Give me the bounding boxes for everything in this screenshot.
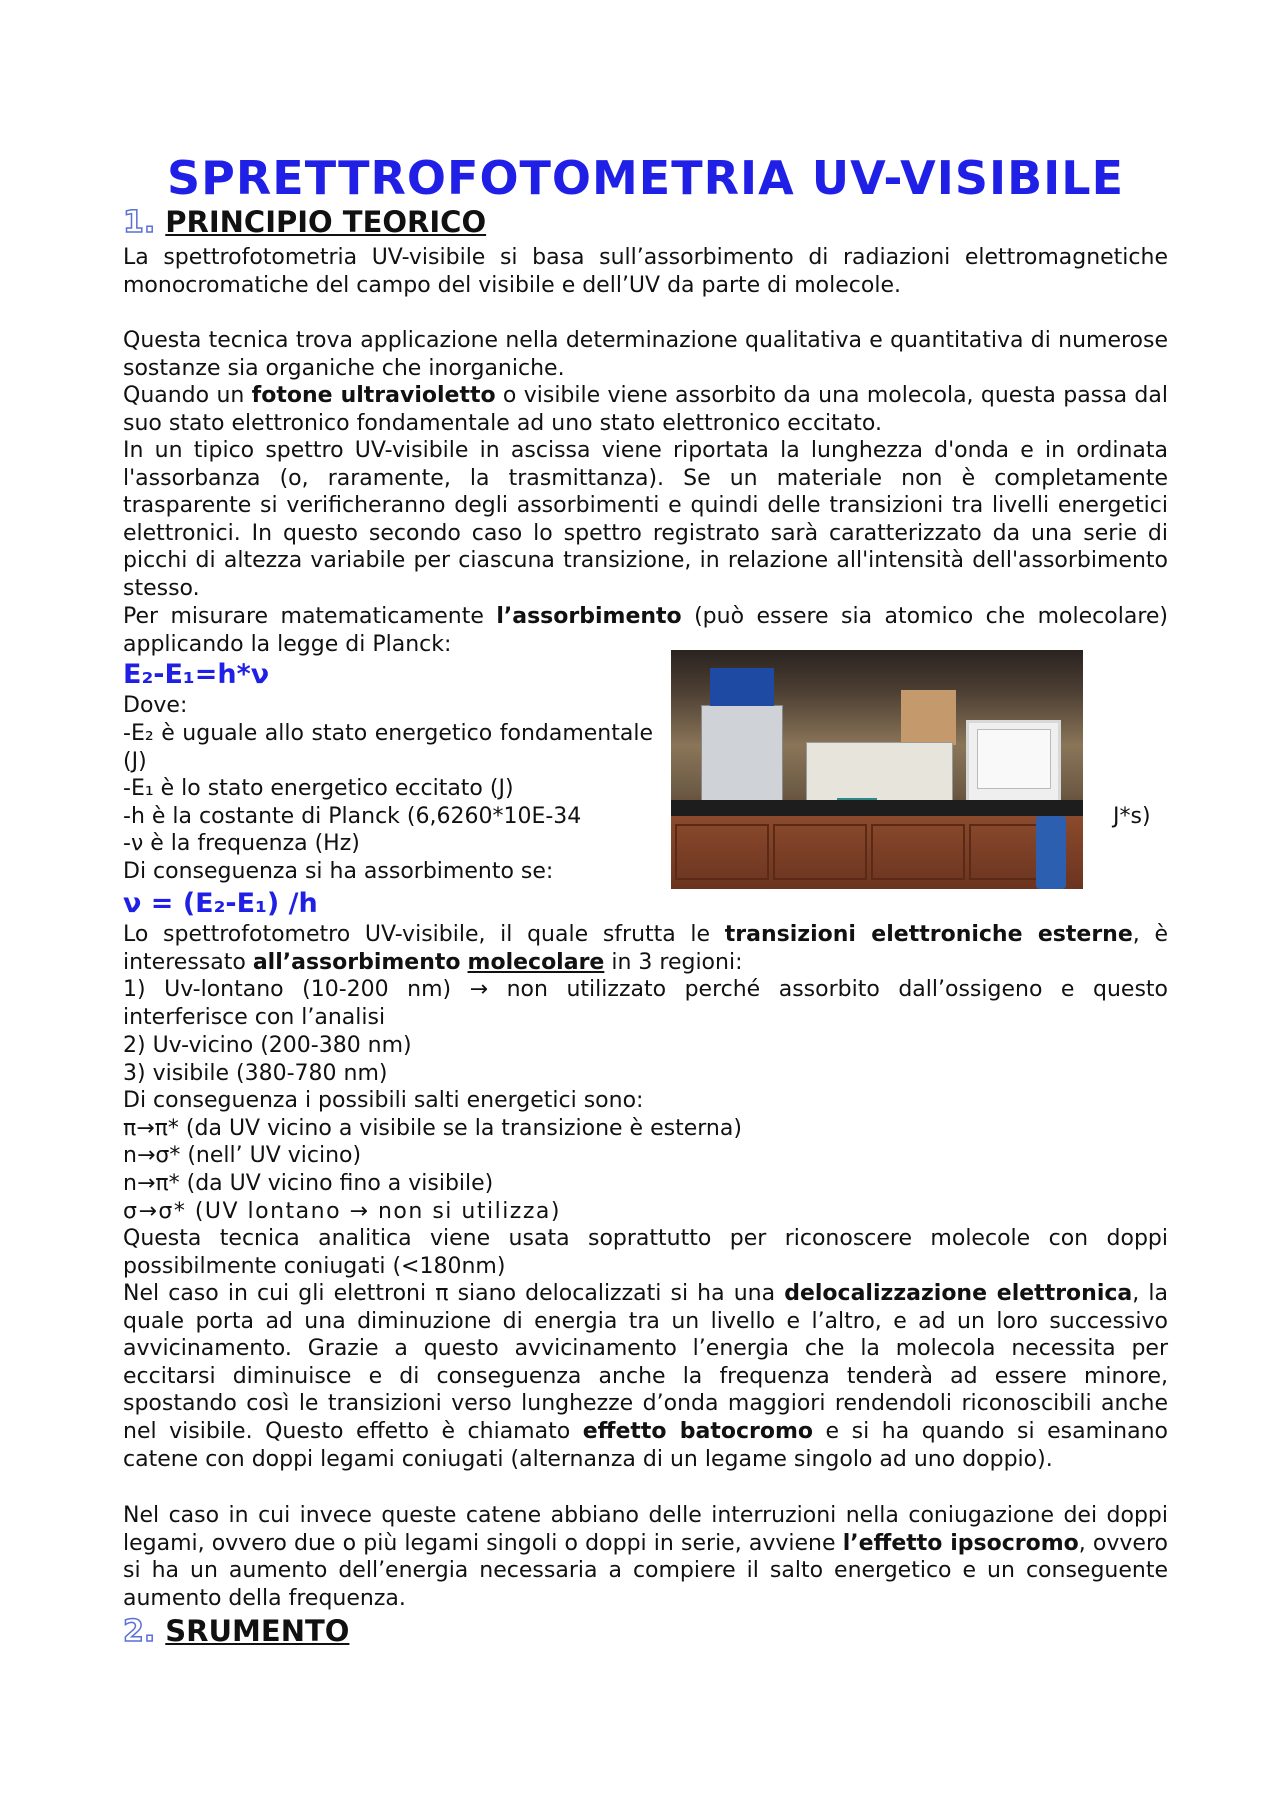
paragraph-spettro: In un tipico spettro UV-visibile in ascissa viene riportata la lunghezza d'onda e in ordinata l'assorbanza (o, raramente, la trasmittanza). Se un materiale non è completamente trasparente si verificheranno degli assorbimenti e quindi delle transizioni tra livelli energetici elettronici. In questo secondo caso lo spettro registrato sarà caratterizzato da una serie di picchi di altezza variabile per ciascuna transizione, in relazione all'intensità dell'assorbimento stesso. xyxy=(123,438,1168,601)
paragraph-coniugati: Questa tecnica analitica viene usata soprattutto per riconoscere molecole con doppi possibilmente coniugati (<180nm) xyxy=(123,1226,1168,1279)
paragraph-fotone: Quando un fotone ultravioletto o visibile viene assorbito da una molecola, questa passa dal suo stato elettronico fondamentale ad uno stato elettronico eccitato. xyxy=(123,383,1168,436)
section-heading-strumento xyxy=(123,1614,349,1649)
region-uv-lontano: 1) Uv-lontano (10-200 nm) → non utilizzato perché assorbito dall’ossigeno e questo interferisce con l’analisi xyxy=(123,977,1168,1030)
salti-intro: Di conseguenza i possibili salti energetici sono: xyxy=(123,1088,644,1113)
section-number: 1. xyxy=(123,205,156,240)
transition-n-sigma: n→σ* (nell’ UV vicino) xyxy=(123,1143,362,1168)
definition-nu: -ν è la frequenza (Hz) xyxy=(123,831,360,856)
paragraph-intro: La spettrofotometria UV-visibile si basa sull’assorbimento di radiazioni elettromagnetiche monocromatiche del campo del visibile e dell’UV da parte di molecole. xyxy=(123,245,1168,298)
assorbimento-condition: Di conseguenza si ha assorbimento se: xyxy=(123,859,554,884)
definition-e2: -E₂ è uguale allo stato energetico fondamentale (J) xyxy=(123,721,653,774)
paragraph-regioni: Lo spettrofotometro UV-visibile, il quale sfrutta le transizioni elettroniche esterne, è interessato all’assorbimento molecolare in 3 regioni: xyxy=(123,922,1168,975)
definition-e1: -E₁ è lo stato energetico eccitato (J) xyxy=(123,776,514,801)
region-visibile: 3) visibile (380-780 nm) xyxy=(123,1061,388,1086)
transition-n-pi: n→π* (da UV vicino fino a visibile) xyxy=(123,1171,494,1196)
spectrophotometer-photo xyxy=(671,650,1083,889)
formula-energy-difference: E₂-E₁=h*ν xyxy=(123,659,270,690)
section-heading-principio xyxy=(123,205,486,240)
paragraph-planck: Per misurare matematicamente l’assorbimento (può essere sia atomico che molecolare) applicando la legge di Planck: xyxy=(123,604,1168,657)
paragraph-batocromo: Nel caso in cui gli elettroni π siano delocalizzati si ha una delocalizzazione elettronica, la quale porta ad una diminuzione di energia tra un livello e l’altro, e ad un loro successivo avvicinamento. Grazie a questo avvicinamento l’energia che la molecola necessita per eccitarsi diminuisce e di conseguenza anche la frequenza tenderà ad essere minore, spostando così le transizioni verso lunghezze d’onda maggiori rendendoli riconoscibili anche nel visibile. Questo effetto è chiamato effetto batocromo e si ha quando si esaminano catene con doppi legami coniugati (alternanza di un legame singolo ad uno doppio). xyxy=(123,1281,1168,1472)
definition-h-unit: J*s) xyxy=(1113,804,1151,829)
definition-h: -h è la costante di Planck (6,6260*10E-34 xyxy=(123,804,582,829)
paragraph-applicazione: Questa tecnica trova applicazione nella determinazione qualitativa e quantitativa di numerose sostanze sia organiche che inorganiche. xyxy=(123,328,1168,381)
region-uv-vicino: 2) Uv-vicino (200-380 nm) xyxy=(123,1033,412,1058)
section-number: 2. xyxy=(123,1614,156,1649)
transition-sigma-sigma: σ→σ* (UV lontano → non si utilizza) xyxy=(123,1199,561,1224)
section-title: PRINCIPIO TEORICO xyxy=(165,205,487,239)
transition-pi-pi: π→π* (da UV vicino a visibile se la transizione è esterna) xyxy=(123,1116,742,1141)
dove-label: Dove: xyxy=(123,693,188,718)
document-title: SPRETTROFOTOMETRIA UV-VISIBILE xyxy=(167,151,1124,205)
formula-frequency: ν = (E₂-E₁) /h xyxy=(123,888,318,919)
section-title: SRUMENTO xyxy=(165,1614,350,1648)
paragraph-ipsocromo: Nel caso in cui invece queste catene abbiano delle interruzioni nella coniugazione dei doppi legami, ovvero due o più legami singoli o doppi in serie, avviene l’effetto ipsocromo, ovvero si ha un aumento dell’energia necessaria a compiere il salto energetico e un conseguente aumento della frequenza. xyxy=(123,1503,1168,1611)
